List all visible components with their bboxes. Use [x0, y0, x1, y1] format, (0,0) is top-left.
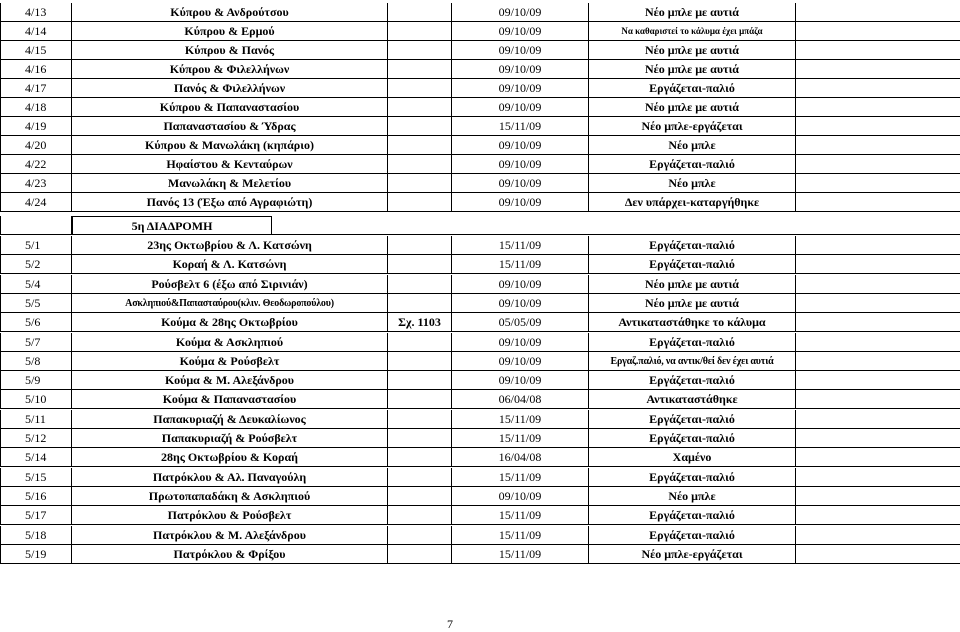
code-cell: 5/11	[0, 410, 72, 429]
location-cell: 23ης Οκτωβρίου & Λ. Κατσώνη	[72, 236, 388, 255]
status-cell: Νέο μπλε με αυτιά	[589, 275, 796, 294]
date-cell: 09/10/09	[452, 22, 589, 41]
location-cell: Ηφαίστου & Κενταύρων	[72, 155, 388, 174]
location-cell: Πανός & Φιλελλήνων	[72, 79, 388, 98]
blank-cell	[272, 216, 960, 235]
note-cell	[388, 174, 452, 193]
status-cell: Νέο μπλε	[589, 174, 796, 193]
note-cell	[388, 429, 452, 448]
location-cell: Κούμα & Μ. Αλεξάνδρου	[72, 371, 388, 390]
code-cell	[0, 216, 72, 235]
blank-cell	[796, 236, 960, 255]
code-cell: 4/20	[0, 136, 72, 155]
code-cell: 4/24	[0, 193, 72, 212]
blank-cell	[796, 487, 960, 506]
note-cell	[388, 371, 452, 390]
location-cell: Παπακυριαζή & Ρούσβελτ	[72, 429, 388, 448]
location-cell: Παπακυριαζή & Δευκαλίωνος	[72, 410, 388, 429]
blank-cell	[796, 313, 960, 332]
status-cell: Εργάζεται-παλιό	[589, 468, 796, 487]
note-cell	[388, 236, 452, 255]
location-cell: Παπαναστασίου & Ύδρας	[72, 117, 388, 136]
code-cell: 5/16	[0, 487, 72, 506]
blank-cell	[796, 155, 960, 174]
code-cell: 5/8	[0, 352, 72, 371]
status-cell: Νέο μπλε-εργάζεται	[589, 117, 796, 136]
code-cell: 5/19	[0, 545, 72, 564]
blank-cell	[796, 22, 960, 41]
note-cell	[388, 193, 452, 212]
status-cell: Νέο μπλε	[589, 487, 796, 506]
code-cell: 5/10	[0, 390, 72, 409]
date-cell: 09/10/09	[452, 487, 589, 506]
code-cell: 5/5	[0, 294, 72, 313]
status-cell: Νέο μπλε με αυτιά	[589, 41, 796, 60]
blank-cell	[796, 390, 960, 409]
status-cell: Εργάζεται-παλιό	[589, 526, 796, 545]
blank-cell	[796, 448, 960, 467]
code-cell: 5/15	[0, 468, 72, 487]
location-cell: Πρωτοπαπαδάκη & Ασκληπιού	[72, 487, 388, 506]
note-cell	[388, 545, 452, 564]
date-cell: 15/11/09	[452, 526, 589, 545]
date-cell: 09/10/09	[452, 98, 589, 117]
location-cell: Κούμα & 28ης Οκτωβρίου	[72, 313, 388, 332]
status-cell: Αντικαταστάθηκε το κάλυμα	[589, 313, 796, 332]
status-cell: Εργάζεται-παλιό	[589, 333, 796, 352]
date-cell: 09/10/09	[452, 352, 589, 371]
note-cell	[388, 333, 452, 352]
note-cell	[388, 3, 452, 22]
code-cell: 5/2	[0, 255, 72, 274]
date-cell: 09/10/09	[452, 41, 589, 60]
code-cell: 4/18	[0, 98, 72, 117]
note-cell	[388, 79, 452, 98]
blank-cell	[796, 41, 960, 60]
date-cell: 15/11/09	[452, 545, 589, 564]
note-cell	[388, 22, 452, 41]
note-cell: Σχ. 1103	[388, 313, 452, 332]
page-number: 7	[447, 617, 453, 631]
status-cell: Χαμένο	[589, 448, 796, 467]
section-title: 5η ΔΙΑΔΡΟΜΗ	[72, 216, 272, 235]
date-cell: 09/10/09	[452, 371, 589, 390]
blank-cell	[796, 371, 960, 390]
status-cell: Αντικαταστάθηκε	[589, 390, 796, 409]
blank-cell	[796, 333, 960, 352]
status-cell: Δεν υπάρχει-καταργήθηκε	[589, 193, 796, 212]
location-cell: Κύπρου & Παπαναστασίου	[72, 98, 388, 117]
status-cell: Να καθαριστεί το κάλυμα έχει μπάζα	[589, 22, 796, 41]
status-cell: Νέο μπλε με αυτιά	[589, 294, 796, 313]
blank-cell	[796, 429, 960, 448]
blank-cell	[796, 545, 960, 564]
date-cell: 09/10/09	[452, 294, 589, 313]
location-cell: Κύπρου & Φιλελλήνων	[72, 60, 388, 79]
code-cell: 5/4	[0, 275, 72, 294]
location-cell: 28ης Οκτωβρίου & Κοραή	[72, 448, 388, 467]
location-cell: Πατρόκλου & Μ. Αλεξάνδρου	[72, 526, 388, 545]
date-cell: 09/10/09	[452, 275, 589, 294]
blank-cell	[796, 136, 960, 155]
status-cell: Εργάζεται-παλιό	[589, 371, 796, 390]
blank-cell	[796, 468, 960, 487]
status-cell: Νέο μπλε με αυτιά	[589, 98, 796, 117]
location-cell: Πατρόκλου & Ρούσβελτ	[72, 506, 388, 525]
date-cell: 15/11/09	[452, 468, 589, 487]
note-cell	[388, 526, 452, 545]
status-cell: Εργάζεται-παλιό	[589, 155, 796, 174]
location-cell: Ρούσβελτ 6 (έξω από Σιρινιάν)	[72, 275, 388, 294]
note-cell	[388, 410, 452, 429]
date-cell: 15/11/09	[452, 429, 589, 448]
blank-cell	[796, 98, 960, 117]
location-cell: Κύπρου & Πανός	[72, 41, 388, 60]
location-cell: Ασκληπιού&Παπασταύρου(κλιν. Θεοδωροπούλου)	[72, 294, 388, 313]
date-cell: 05/05/09	[452, 313, 589, 332]
code-cell: 5/12	[0, 429, 72, 448]
code-cell: 5/1	[0, 236, 72, 255]
status-cell: Νέο μπλε-εργάζεται	[589, 545, 796, 564]
status-cell: Νέο μπλε με αυτιά	[589, 60, 796, 79]
code-cell: 5/9	[0, 371, 72, 390]
code-cell: 4/15	[0, 41, 72, 60]
date-cell: 16/04/08	[452, 448, 589, 467]
status-cell: Εργαζ.παλιό, να αντικ/θεί δεν έχει αυτιά	[589, 352, 796, 371]
status-cell: Νέο μπλε με αυτιά	[589, 3, 796, 22]
status-cell: Εργάζεται-παλιό	[589, 410, 796, 429]
code-cell: 5/18	[0, 526, 72, 545]
blank-cell	[796, 79, 960, 98]
status-cell: Εργάζεται-παλιό	[589, 79, 796, 98]
code-cell: 5/6	[0, 313, 72, 332]
date-cell: 15/11/09	[452, 410, 589, 429]
note-cell	[388, 294, 452, 313]
date-cell: 09/10/09	[452, 60, 589, 79]
date-cell: 09/10/09	[452, 3, 589, 22]
blank-cell	[796, 255, 960, 274]
note-cell	[388, 136, 452, 155]
note-cell	[388, 275, 452, 294]
status-cell: Νέο μπλε	[589, 136, 796, 155]
date-cell: 15/11/09	[452, 117, 589, 136]
code-cell: 5/14	[0, 448, 72, 467]
location-cell: Πατρόκλου & Φρίξου	[72, 545, 388, 564]
note-cell	[388, 155, 452, 174]
blank-cell	[796, 193, 960, 212]
location-cell: Μανωλάκη & Μελετίου	[72, 174, 388, 193]
note-cell	[388, 352, 452, 371]
location-cell: Κύπρου & Μανωλάκη (κηπάριο)	[72, 136, 388, 155]
location-cell: Πατρόκλου & Αλ. Παναγούλη	[72, 468, 388, 487]
status-cell: Εργάζεται-παλιό	[589, 255, 796, 274]
note-cell	[388, 390, 452, 409]
status-cell: Εργάζεται-παλιό	[589, 429, 796, 448]
code-cell: 5/17	[0, 506, 72, 525]
date-cell: 09/10/09	[452, 155, 589, 174]
blank-cell	[796, 294, 960, 313]
blank-cell	[796, 174, 960, 193]
blank-cell	[796, 506, 960, 525]
location-cell: Κύπρου & Ερμού	[72, 22, 388, 41]
blank-cell	[796, 60, 960, 79]
blank-cell	[796, 526, 960, 545]
note-cell	[388, 468, 452, 487]
date-cell: 09/10/09	[452, 174, 589, 193]
date-cell: 09/10/09	[452, 136, 589, 155]
date-cell: 09/10/09	[452, 333, 589, 352]
code-cell: 4/14	[0, 22, 72, 41]
note-cell	[388, 117, 452, 136]
note-cell	[388, 60, 452, 79]
date-cell: 15/11/09	[452, 506, 589, 525]
status-cell: Εργάζεται-παλιό	[589, 236, 796, 255]
location-cell: Κούμα & Ρούσβελτ	[72, 352, 388, 371]
code-cell: 4/22	[0, 155, 72, 174]
date-cell: 15/11/09	[452, 255, 589, 274]
code-cell: 4/13	[0, 3, 72, 22]
code-cell: 4/23	[0, 174, 72, 193]
location-cell: Κούμα & Ασκληπιού	[72, 333, 388, 352]
location-cell: Κούμα & Παπαναστασίου	[72, 390, 388, 409]
blank-cell	[796, 275, 960, 294]
note-cell	[388, 487, 452, 506]
note-cell	[388, 98, 452, 117]
note-cell	[388, 506, 452, 525]
blank-cell	[796, 117, 960, 136]
location-cell: Κύπρου & Ανδρούτσου	[72, 3, 388, 22]
note-cell	[388, 448, 452, 467]
note-cell	[388, 41, 452, 60]
note-cell	[388, 255, 452, 274]
date-cell: 06/04/08	[452, 390, 589, 409]
date-cell: 15/11/09	[452, 236, 589, 255]
code-cell: 4/16	[0, 60, 72, 79]
blank-cell	[796, 3, 960, 22]
date-cell: 09/10/09	[452, 79, 589, 98]
status-cell: Εργάζεται-παλιό	[589, 506, 796, 525]
code-cell: 5/7	[0, 333, 72, 352]
date-cell: 09/10/09	[452, 193, 589, 212]
location-cell: Κοραή & Λ. Κατσώνη	[72, 255, 388, 274]
blank-cell	[796, 352, 960, 371]
code-cell: 4/19	[0, 117, 72, 136]
location-cell: Πανός 13 (Έξω από Αγραφιώτη)	[72, 193, 388, 212]
code-cell: 4/17	[0, 79, 72, 98]
blank-cell	[796, 410, 960, 429]
